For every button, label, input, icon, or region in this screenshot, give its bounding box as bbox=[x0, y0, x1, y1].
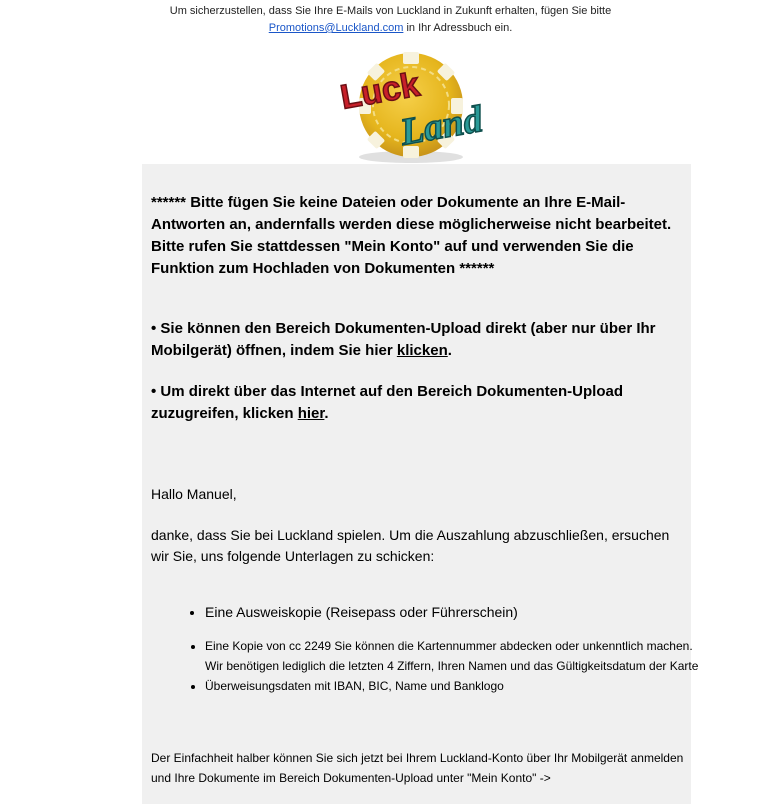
web-upload-bullet bbox=[151, 381, 676, 425]
mobile-upload-bullet bbox=[151, 318, 676, 362]
upload-instructions-paragraph: Der Einfachheit halber können Sie sich jetzt bei Ihrem Luckland-Konto über Ihr Mobilgerät anmelden und Ihre Dokumente im Bereich Dokumenten-Upload unter "Mein Konto" -> bbox=[151, 751, 684, 785]
required-documents-list bbox=[186, 602, 705, 696]
preheader-suffix: in Ihr Adressbuch ein. bbox=[403, 22, 513, 34]
preheader-line-1: Um sicherzustellen, dass Sie Ihre E-Mails von Luckland in Zukunft erhalten, fügen Sie bitte bbox=[169, 5, 612, 17]
list-item: • Eine Ausweiskopie (Reisepass oder Führerschein) bbox=[205, 602, 705, 623]
web-upload-link[interactable]: hier bbox=[297, 405, 325, 422]
luckland-logo-image bbox=[331, 50, 497, 165]
preheader-line-2 bbox=[0, 20, 781, 37]
mobile-upload-text: • Sie können den Bereich Dokumenten-Upload direkt (aber nur über Ihr Mobilgerät) öffnen, indem Sie hier bbox=[151, 320, 656, 359]
mobile-upload-link[interactable]: klicken bbox=[396, 342, 448, 359]
web-upload-text: • Um direkt über das Internet auf den Bereich Dokumenten-Upload zuzugreifen, klicken bbox=[151, 383, 623, 422]
list-item: • Überweisungsdaten mit IBAN, BIC, Name und Banklogo bbox=[205, 676, 705, 696]
attachment-notice: ****** Bitte fügen Sie keine Dateien oder Dokumente an Ihre E-Mail-Antworten an, andernfalls werden diese möglicherweise nicht bearbeitet. Bitte rufen Sie stattdessen "Mein Konto" auf und verwenden Sie die Funktion zum Hochladen von Dokumenten ****** bbox=[151, 194, 672, 277]
mobile-upload-suffix: . bbox=[447, 342, 452, 359]
intro-paragraph: danke, dass Sie bei Luckland spielen. Um die Auszahlung abzuschließen, ersuchen wir Sie, uns folgende Unterlagen zu schicken: bbox=[151, 527, 670, 564]
preheader bbox=[0, 3, 781, 37]
web-upload-suffix: . bbox=[324, 405, 329, 422]
email-body-panel bbox=[142, 164, 699, 804]
list-item: • Eine Kopie von cc 2249 Sie können die Kartennummer abdecken oder unkenntlich machen. Wir benötigen lediglich die letzten 4 Ziffern, Ihren Namen und das Gültigkeitsdatum der Karte bbox=[205, 636, 705, 676]
luckland-logo[interactable] bbox=[331, 50, 497, 165]
greeting: Hallo Manuel, bbox=[151, 486, 237, 502]
logo-word-land: Land bbox=[397, 98, 486, 154]
promotions-email-link[interactable]: Promotions@Luckland.com bbox=[268, 22, 404, 34]
logo-word-luck: Luck bbox=[337, 65, 423, 117]
